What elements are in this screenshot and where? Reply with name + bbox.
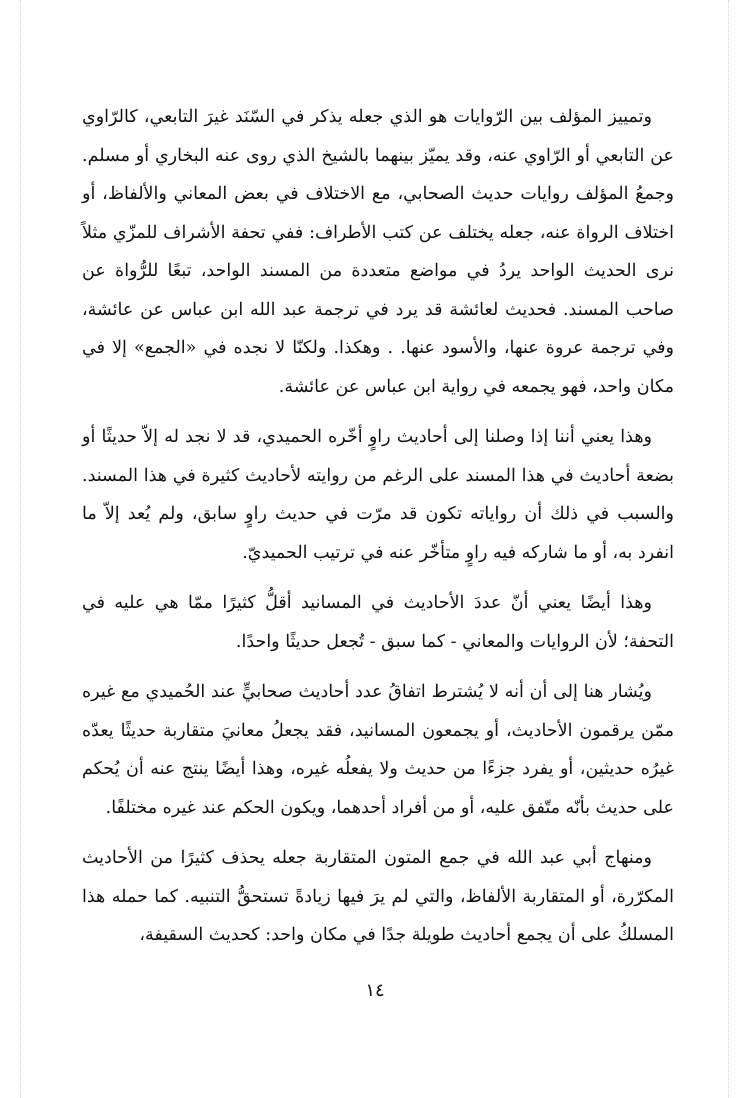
paragraph: ومنهاج أبي عبد الله في جمع المتون المتقاربة جعله يحذف كثيرًا من الأحاديث المكرّرة، أو المتقاربة الألفاظ، والتي لم يرَ فيها زيادةً تستحقُّ التنبيه. كما حمله هذا المسلكُ على أن يجمع أحاديث طويلة جدًا في مكان واحد: كحديث السقيفة، <box>82 848 674 945</box>
scan-edge-left <box>20 0 21 1098</box>
paragraph: ويُشار هنا إلى أن أنه لا يُشترط اتفاقُ عدد أحاديث صحابيٍّ عند الحُميدي مع غيره ممّن يرقمون الأحاديث، أو يجمعون المسانيد، فقد يجعلُ معانيَ متقاربة حديثًا يعدّه غيرُه حديثين، أو يفرد جزءًا من حديث ولا يفعلُه غيره، وهذا أيضًا ينتج عنه أن يُحكم على حديث بأنّه متّفق عليه، أو من أفراد أحدهما، ويكون الحكم عند غيره مختلفًا. <box>82 682 674 818</box>
paragraph: وهذا يعني أننا إذا وصلنا إلى أحاديث راوٍ أخّره الحميدي، قد لا نجد له إلاّ حديثًا أو بضعة أحاديث في هذا المسند على الرغم من روايته لأحاديث كثيرة في هذا المسند. والسبب في ذلك أن رواياته تكون قد مرّت في حديث راوٍ سابق، ولم يُعد إلاّ ما انفرد به، أو ما شاركه فيه راوٍ متأخّر عنه في ترتيب الحميديّ. <box>82 427 674 563</box>
scan-edge-right <box>728 0 729 1098</box>
page-number: ١٤ <box>365 980 385 1001</box>
paragraph: وتمييز المؤلف بين الرّوايات هو الذي جعله يذكر في السّنَد غيرَ التابعي، كالرّاوي عن التابعي أو الرّاوي عنه، وقد يميّز بينهما بالشيخ الذي روى عنه البخاري أو مسلم. وجمعُ المؤلف روايات حديث الصحابي، مع الاختلاف في بعض المعاني والألفاظ، أو اختلاف الرواة عنه، جعله يختلف عن كتب الأطراف: ففي تحفة الأشراف للمزّي مثلاً نرى الحديث الواحد يردُ في مواضع متعددة من المسند الواحد، تبعًا للرُّواة عن صاحب المسند. فحديث لعائشة قد يرد في ترجمة عبد الله ابن عباس عن عائشة، وفي ترجمة عروة عنها، والأسود عنها. . وهكذا. ولكنّا لا نجده في «الجمع» إلا في مكان واحد، فهو يجمعه في رواية ابن عباس عن عائشة. <box>82 107 674 397</box>
paragraph: وهذا أيضًا يعني أنّ عددَ الأحاديث في المسانيد أقلُّ كثيرًا ممّا هي عليه في التحفة؛ لأن الروايات والمعاني - كما سبق - تُجعل حديثًا واحدًا. <box>82 593 674 652</box>
body-text <box>82 98 674 967</box>
